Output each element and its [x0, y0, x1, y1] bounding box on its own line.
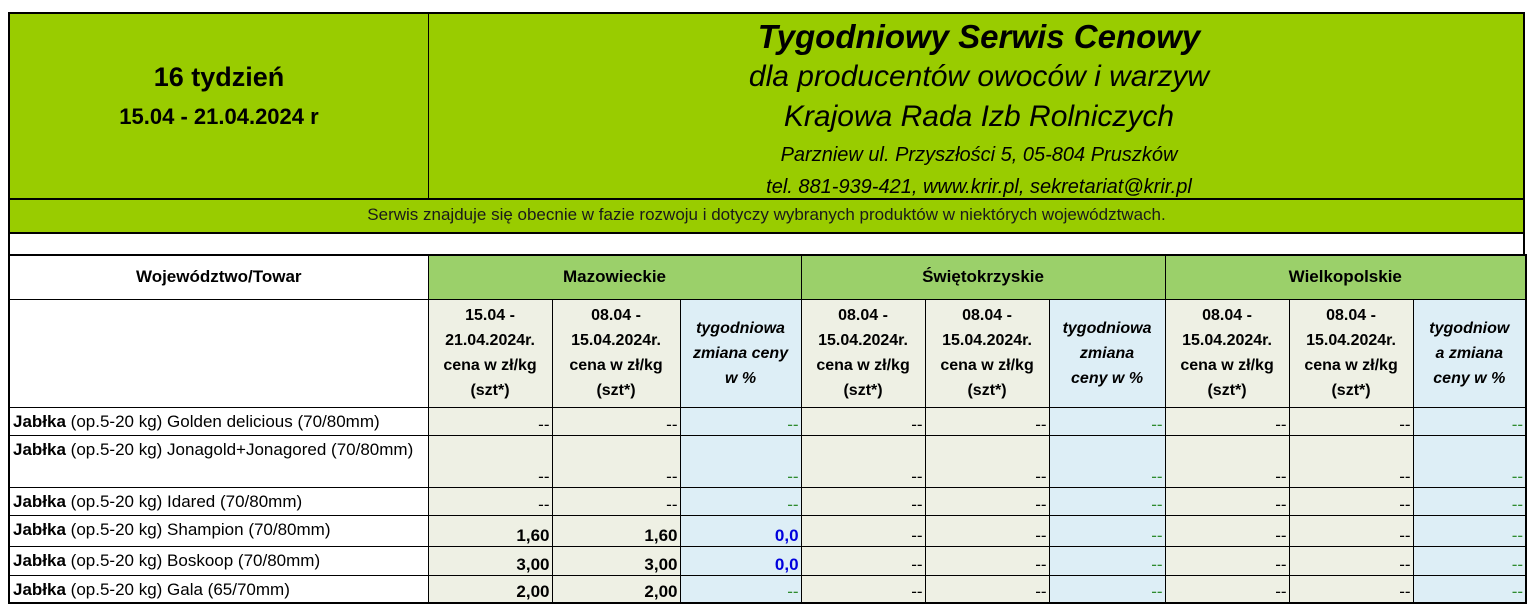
price-cell: --	[1289, 575, 1413, 603]
price-cell: --	[801, 515, 925, 546]
price-cell: --	[1165, 575, 1289, 603]
price-period-header	[1289, 299, 1413, 407]
weekly-change-cell: --	[1413, 515, 1526, 546]
price-rows	[9, 407, 1526, 603]
header-line: 15.04.2024r.	[1182, 332, 1272, 349]
price-cell: --	[925, 487, 1049, 515]
price-cell: --	[1289, 515, 1413, 546]
header-line: cena w zł/kg	[569, 357, 663, 374]
week-number: 16 tydzień	[153, 62, 285, 92]
weekly-change-cell: --	[680, 435, 801, 487]
header-line: ceny w %	[1433, 369, 1506, 387]
product-type: Jabłka	[13, 411, 66, 431]
price-period-header	[552, 299, 680, 407]
column-header-row	[9, 299, 1526, 407]
price-cell: 3,00	[428, 546, 552, 575]
header-line: ceny w %	[1071, 369, 1144, 387]
price-cell: 1,60	[552, 515, 680, 546]
product-type: Jabłka	[13, 439, 66, 459]
price-cell: --	[552, 435, 680, 487]
region-mazowieckie: Mazowieckie	[428, 255, 801, 299]
header-line: 08.04 -	[591, 307, 641, 324]
weekly-change-cell: --	[680, 407, 801, 435]
weekly-change-header	[680, 299, 801, 407]
weekly-change-cell: --	[1049, 515, 1165, 546]
spacer-row	[8, 234, 1525, 254]
header-line: zmiana ceny	[692, 344, 789, 362]
weekly-change-cell: 0,0	[680, 546, 801, 575]
week-range: 15.04 - 21.04.2024 r	[119, 104, 319, 129]
header-line: cena w zł/kg	[443, 357, 537, 374]
corner-label: Województwo/Towar	[9, 255, 428, 299]
header-line: cena w zł/kg	[940, 357, 1034, 374]
product-type: Jabłka	[13, 491, 66, 511]
product-name	[9, 435, 428, 487]
header-line: (szt*)	[843, 382, 883, 399]
weekly-change-cell: --	[1413, 546, 1526, 575]
organization-name: Krajowa Rada Izb Rolniczych	[783, 100, 1175, 133]
weekly-change-cell: --	[1413, 487, 1526, 515]
price-cell: --	[925, 515, 1049, 546]
price-cell: --	[925, 435, 1049, 487]
header-line: tygodniowa	[696, 319, 785, 337]
header-line: 08.04 -	[962, 307, 1012, 324]
header-line: cena w zł/kg	[816, 357, 910, 374]
header-line: 08.04 -	[1326, 307, 1376, 324]
table-row	[9, 487, 1526, 515]
header-line: 08.04 -	[1202, 307, 1252, 324]
price-sheet	[8, 12, 1525, 604]
price-cell: 2,00	[552, 575, 680, 603]
header-line: zmiana	[1079, 344, 1135, 362]
price-cell: --	[1165, 515, 1289, 546]
product-detail: (op.5-20 kg) Idared (70/80mm)	[65, 491, 303, 511]
week-panel	[10, 14, 429, 198]
price-cell: --	[1165, 435, 1289, 487]
header-line: cena w zł/kg	[1304, 357, 1398, 374]
weekly-change-cell: --	[1413, 435, 1526, 487]
table-row	[9, 435, 1526, 487]
weekly-change-header	[1413, 299, 1526, 407]
product-type: Jabłka	[13, 579, 66, 599]
price-cell: --	[1165, 546, 1289, 575]
header-line: (szt*)	[1207, 382, 1247, 399]
header-block	[8, 12, 1525, 200]
header-line: 15.04.2024r.	[818, 332, 908, 349]
price-cell: --	[1289, 546, 1413, 575]
header-line: (szt*)	[1331, 382, 1371, 399]
price-cell: --	[801, 435, 925, 487]
product-name	[9, 515, 428, 546]
weekly-change-cell: --	[1049, 487, 1165, 515]
weekly-change-cell: --	[1049, 575, 1165, 603]
price-cell: --	[552, 487, 680, 515]
table-row	[9, 546, 1526, 575]
price-cell: --	[1289, 487, 1413, 515]
region-header-row	[9, 255, 1526, 299]
weekly-change-cell: --	[1049, 435, 1165, 487]
price-period-header	[801, 299, 925, 407]
price-cell: --	[1165, 407, 1289, 435]
weekly-change-header	[1049, 299, 1165, 407]
price-period-header	[1165, 299, 1289, 407]
product-detail: (op.5-20 kg) Gala (65/70mm)	[65, 579, 290, 599]
weekly-change-cell: --	[1049, 546, 1165, 575]
table-row	[9, 575, 1526, 603]
organization-contact: tel. 881-939-421, www.krir.pl, sekretariat@krir.pl	[766, 176, 1192, 198]
table-row	[9, 515, 1526, 546]
weekly-change-cell: --	[1049, 407, 1165, 435]
price-period-header	[428, 299, 552, 407]
header-line: tygodniow	[1429, 319, 1510, 337]
product-name	[9, 487, 428, 515]
weekly-change-cell: --	[680, 575, 801, 603]
price-cell: --	[428, 487, 552, 515]
header-line: a zmiana	[1435, 344, 1504, 362]
header-line: 21.04.2024r.	[445, 332, 535, 349]
price-cell: --	[925, 546, 1049, 575]
price-cell: 2,00	[428, 575, 552, 603]
price-table	[8, 254, 1527, 604]
header-line: (szt*)	[470, 382, 510, 399]
product-detail: (op.5-20 kg) Boskoop (70/80mm)	[65, 550, 321, 570]
weekly-change-cell: --	[680, 487, 801, 515]
price-cell: 1,60	[428, 515, 552, 546]
price-cell: --	[428, 435, 552, 487]
product-detail: (op.5-20 kg) Shampion (70/80mm)	[65, 519, 331, 539]
price-cell: --	[925, 407, 1049, 435]
product-name	[9, 407, 428, 435]
region-swietokrzyskie: Świętokrzyskie	[801, 255, 1165, 299]
title-panel	[429, 14, 1523, 198]
development-notice: Serwis znajduje się obecnie w fazie rozwoju i dotyczy wybranych produktów w niektórych województwach.	[8, 200, 1525, 234]
product-column-header	[9, 299, 428, 407]
product-detail: (op.5-20 kg) Golden delicious (70/80mm)	[65, 411, 380, 431]
price-cell: --	[1165, 487, 1289, 515]
price-cell: --	[801, 546, 925, 575]
header-line: cena w zł/kg	[1180, 357, 1274, 374]
price-cell: --	[552, 407, 680, 435]
product-type: Jabłka	[13, 519, 66, 539]
service-title: Tygodniowy Serwis Cenowy	[757, 18, 1201, 55]
product-detail: (op.5-20 kg) Jonagold+Jonagored (70/80mm)	[65, 439, 414, 459]
price-cell: --	[801, 487, 925, 515]
product-type: Jabłka	[13, 550, 66, 570]
price-cell: 3,00	[552, 546, 680, 575]
header-line: 15.04.2024r.	[571, 332, 661, 349]
price-cell: --	[801, 407, 925, 435]
header-line: 08.04 -	[838, 307, 888, 324]
header-line: (szt*)	[967, 382, 1007, 399]
header-line: 15.04.2024r.	[942, 332, 1032, 349]
price-cell: --	[925, 575, 1049, 603]
weekly-change-cell: --	[1413, 575, 1526, 603]
region-wielkopolskie: Wielkopolskie	[1165, 255, 1526, 299]
header-line: tygodniowa	[1062, 319, 1152, 337]
price-cell: --	[801, 575, 925, 603]
header-line: 15.04 -	[465, 307, 515, 324]
service-subtitle: dla producentów owoców i warzyw	[748, 60, 1210, 93]
price-cell: --	[1289, 435, 1413, 487]
price-period-header	[925, 299, 1049, 407]
header-line: (szt*)	[596, 382, 636, 399]
price-cell: --	[1289, 407, 1413, 435]
weekly-change-cell: --	[1413, 407, 1526, 435]
price-cell: --	[428, 407, 552, 435]
organization-address: Parzniew ul. Przyszłości 5, 05-804 Pruszków	[780, 144, 1178, 166]
header-line: w %	[724, 369, 757, 387]
header-line: 15.04.2024r.	[1306, 332, 1396, 349]
product-name	[9, 575, 428, 603]
product-name	[9, 546, 428, 575]
weekly-change-cell: 0,0	[680, 515, 801, 546]
table-row	[9, 407, 1526, 435]
